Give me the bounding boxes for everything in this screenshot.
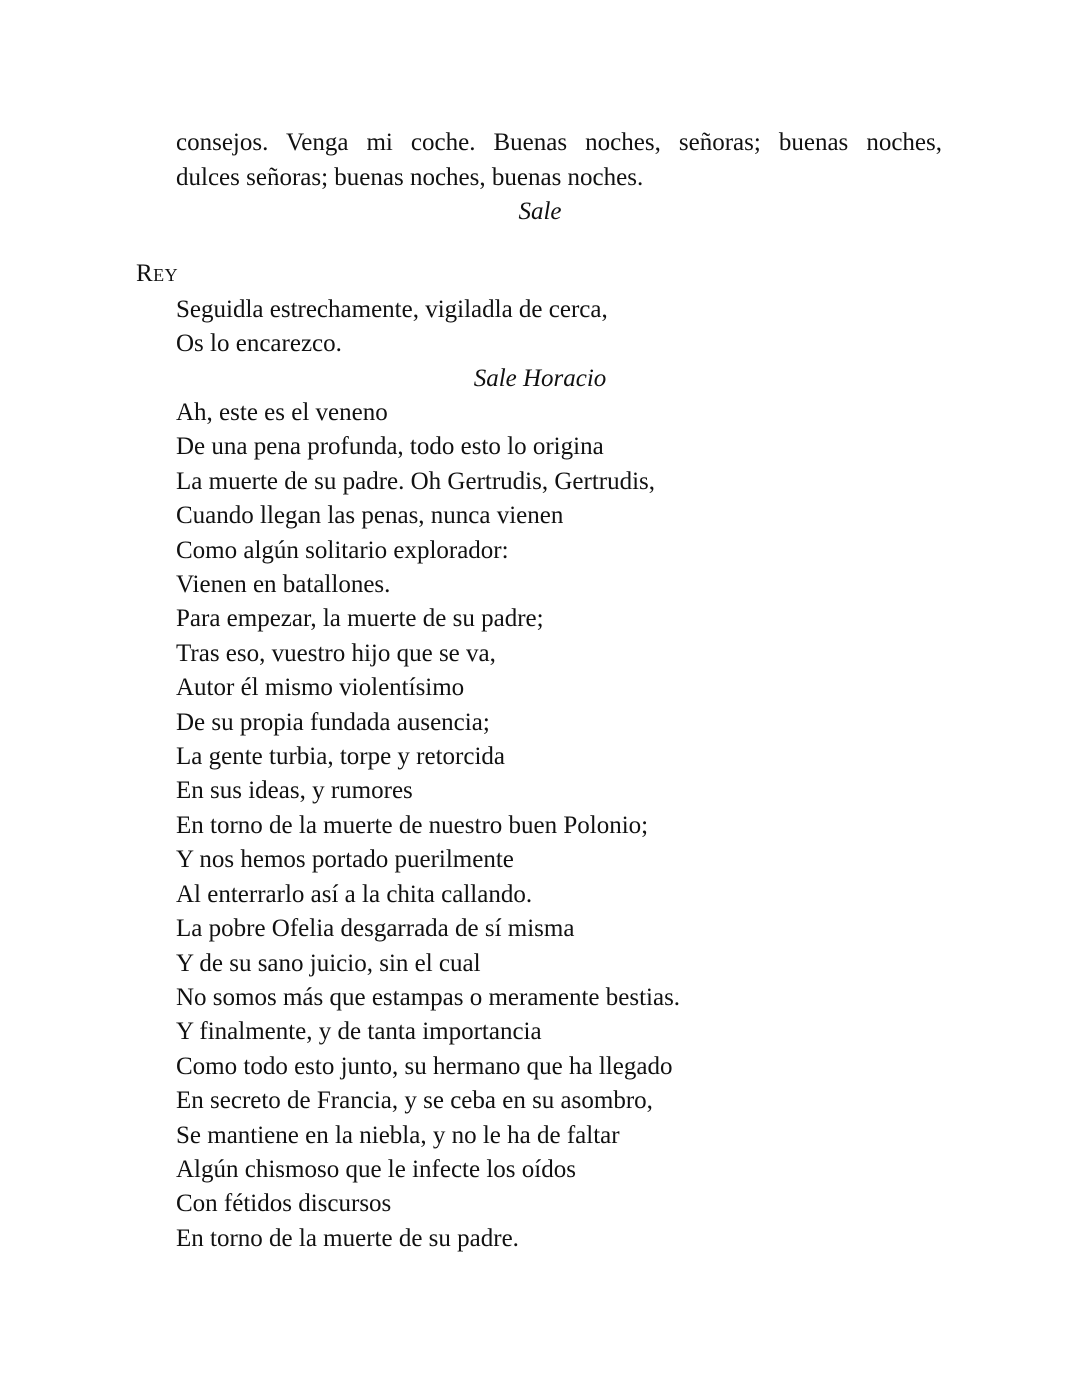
verse-line: Algún chismoso que le infecte los oídos — [176, 1155, 576, 1183]
stage-direction: Sale Horacio — [473, 365, 607, 392]
prose-line: dulces señoras; buenas noches, buenas noches. — [176, 163, 644, 191]
stage-direction: Sale — [518, 198, 562, 225]
verse-line: Al enterrarlo así a la chita callando. — [176, 880, 533, 908]
prose-paragraph — [176, 126, 942, 195]
verse-line: En torno de la muerte de su padre. — [176, 1224, 519, 1252]
verse-line: Como algún solitario explorador: — [176, 536, 509, 564]
verse-line: La muerte de su padre. Oh Gertrudis, Gertrudis, — [176, 467, 656, 495]
verse-line: De su propia fundada ausencia; — [176, 708, 490, 736]
verse-line: Y nos hemos portado puerilmente — [176, 846, 514, 874]
verse-line: En torno de la muerte de nuestro buen Polonio; — [176, 811, 649, 839]
verse-line: Como todo esto junto, su hermano que ha llegado — [176, 1052, 673, 1080]
verse-line: En sus ideas, y rumores — [176, 777, 413, 805]
verse-line: Vienen en batallones. — [176, 571, 391, 599]
verse-line: Con fétidos discursos — [176, 1190, 392, 1218]
prose-line: consejos. Venga mi coche. Buenas noches, señoras; buenas noches, — [176, 129, 942, 156]
verse-line: Y de su sano juicio, sin el cual — [176, 949, 481, 977]
verse-line: Cuando llegan las penas, nunca vienen — [176, 502, 564, 530]
verse-line: No somos más que estampas o meramente bestias. — [176, 983, 681, 1011]
verse-line: De una pena profunda, todo esto lo origina — [176, 433, 604, 461]
verse-line: Para empezar, la muerte de su padre; — [176, 605, 544, 633]
verse-line: La pobre Ofelia desgarrada de sí misma — [176, 915, 575, 943]
verse-line: Y finalmente, y de tanta importancia — [176, 1018, 542, 1046]
verse-block — [176, 293, 608, 362]
verse-line: Ah, este es el veneno — [176, 399, 388, 426]
verse-line: Seguidla estrechamente, vigiladla de cerca, — [176, 296, 608, 323]
verse-block — [176, 396, 680, 1256]
verse-line: En secreto de Francia, y se ceba en su asombro, — [176, 1087, 653, 1115]
verse-line: La gente turbia, torpe y retorcida — [176, 743, 506, 771]
verse-line: Se mantiene en la niebla, y no le ha de faltar — [176, 1121, 620, 1149]
verse-line: Os lo encarezco. — [176, 330, 342, 358]
verse-line: Tras eso, vuestro hijo que se va, — [176, 639, 496, 667]
verse-line: Autor él mismo violentísimo — [176, 674, 465, 702]
speaker-name: Rey — [136, 260, 179, 287]
